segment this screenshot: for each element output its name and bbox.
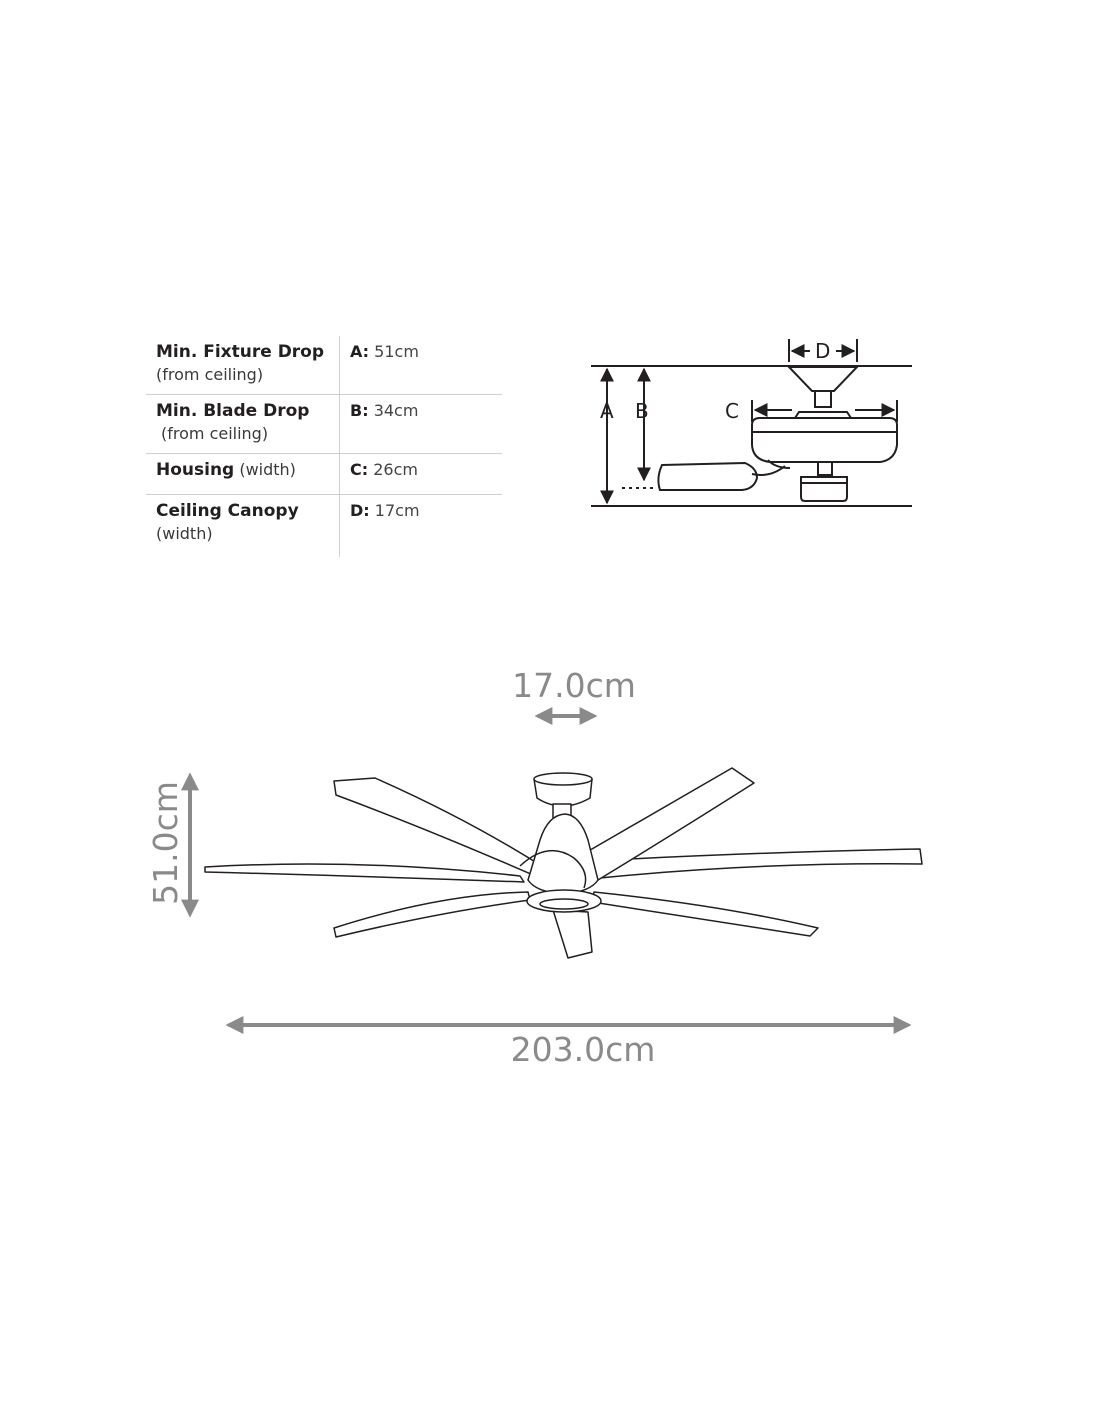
spec-key: D: bbox=[350, 501, 370, 520]
spec-title: Min. Fixture Drop bbox=[156, 342, 325, 362]
spec-subtitle: (from ceiling) bbox=[156, 365, 264, 384]
light-stem bbox=[818, 462, 832, 475]
spec-title: Housing bbox=[156, 460, 235, 480]
spec-number: 17cm bbox=[374, 501, 420, 520]
fan-blade bbox=[334, 892, 530, 937]
spec-title: Min. Blade Drop bbox=[156, 401, 310, 421]
canopy-width-label: 17.0cm bbox=[512, 666, 636, 705]
fan-blade bbox=[334, 778, 548, 878]
spec-key: A: bbox=[350, 342, 370, 361]
label-a: A bbox=[600, 399, 614, 423]
label-d: D bbox=[815, 339, 831, 363]
canopy-shape bbox=[789, 367, 857, 391]
fan-blade bbox=[592, 892, 818, 936]
height-label: 51.0cm bbox=[146, 781, 185, 905]
spec-number: 26cm bbox=[373, 460, 418, 479]
span-label: 203.0cm bbox=[510, 1030, 656, 1069]
spec-key: B: bbox=[350, 401, 369, 420]
blade-shape bbox=[658, 463, 757, 490]
label-b: B bbox=[635, 399, 649, 423]
spec-title: Ceiling Canopy bbox=[156, 501, 299, 521]
housing-body bbox=[752, 418, 897, 462]
spec-number: 51cm bbox=[374, 342, 419, 361]
fan-light-lens bbox=[540, 899, 588, 909]
spec-subtitle: (from ceiling) bbox=[161, 424, 269, 443]
light-kit bbox=[801, 477, 847, 501]
fan-blade bbox=[553, 910, 592, 958]
spec-number: 34cm bbox=[373, 401, 419, 420]
fan-blade bbox=[205, 864, 524, 882]
spec-note: (width) bbox=[239, 460, 296, 479]
spec-key: C: bbox=[350, 460, 369, 479]
fan-canopy-top bbox=[534, 773, 592, 785]
downrod bbox=[815, 391, 831, 407]
label-c: C bbox=[725, 399, 739, 423]
spec-subtitle: (width) bbox=[156, 524, 213, 543]
fan-drawing bbox=[205, 768, 922, 958]
